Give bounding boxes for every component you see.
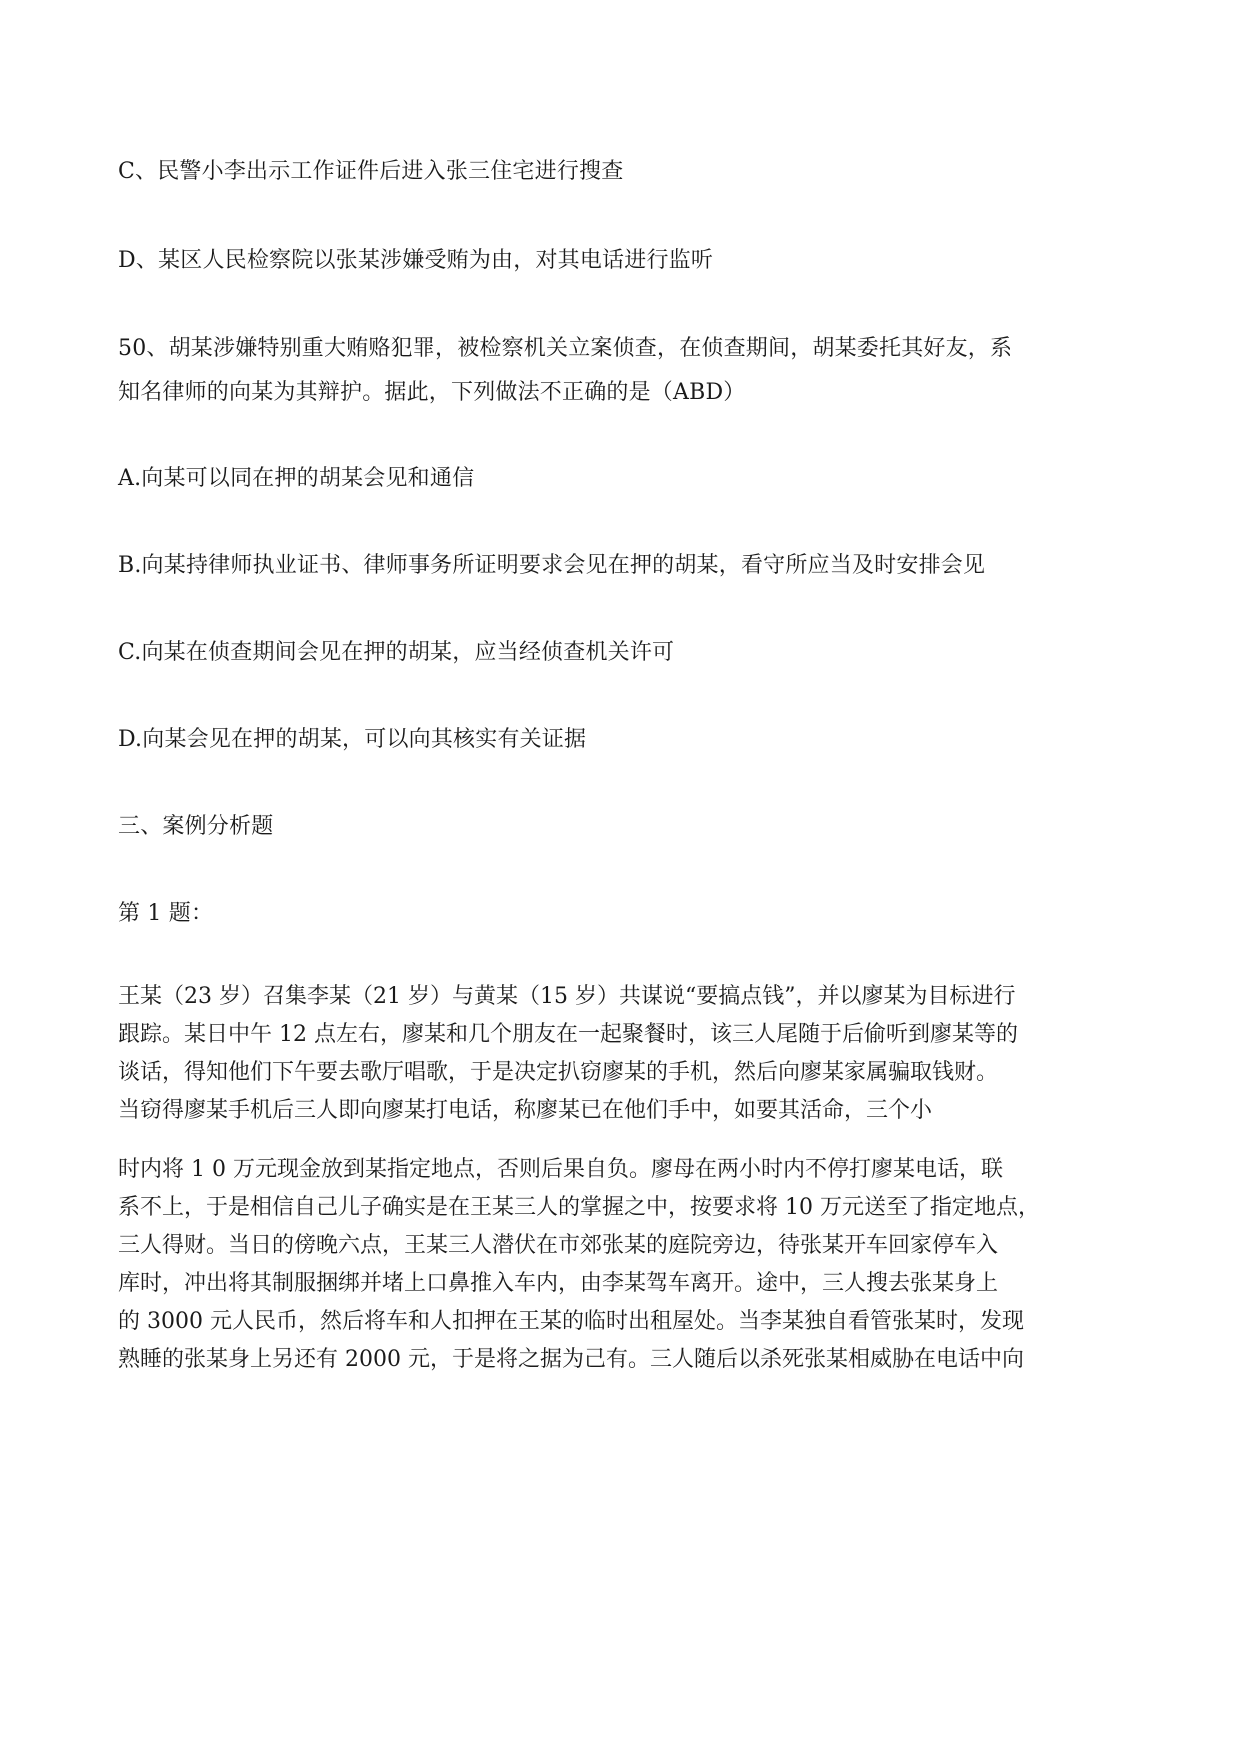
case-1-paragraph-2-line: 的 3000 元人民币，然后将车和人扣押在王某的临时出租屋处。当李某独自看管张某时，发现 — [118, 1309, 1024, 1334]
case-1-paragraph-1-line: 谈话，得知他们下午要去歌厅唱歌，于是决定扒窃廖某的手机，然后向廖某家属骗取钱财。 — [118, 1060, 999, 1085]
question-50-text-line-2: 知名律师的向某为其辩护。据此，下列做法不正确的是（ABD） — [118, 380, 746, 405]
question-50-option-b: B.向某持律师执业证书、律师事务所证明要求会见在押的胡某，看守所应当及时安排会见 — [118, 553, 986, 578]
case-1-paragraph-2-line: 熟睡的张某身上另还有 2000 元，于是将之据为己有。三人随后以杀死张某相威胁在电话中向 — [118, 1347, 1024, 1372]
case-1-paragraph-1 — [118, 978, 1128, 1130]
case-1-paragraph-1-line: 跟踪。某日中午 12 点左右，廖某和几个朋友在一起聚餐时，该三人尾随于后偷听到廖某等的 — [118, 1022, 1018, 1047]
option-d-previous-question: D、某区人民检察院以张某涉嫌受贿为由，对其电话进行监听 — [118, 248, 714, 273]
option-c-previous-question: C、民警小李出示工作证件后进入张三住宅进行搜查 — [118, 159, 624, 184]
case-1-paragraph-2-line: 时内将 1 0 万元现金放到某指定地点，否则后果自负。廖母在两小时内不停打廖某电话，联 — [118, 1157, 1003, 1182]
case-1-paragraph-1-line: 王某（23 岁）召集李某（21 岁）与黄某（15 岁）共谋说“要搞点钱”，并以廖某为目标进行 — [118, 984, 1016, 1009]
case-1-label: 第 1 题： — [118, 901, 214, 926]
case-1-paragraph-2-line: 系不上，于是相信自己儿子确实是在王某三人的掌握之中，按要求将 10 万元送至了指定地点， — [118, 1195, 1040, 1220]
section-3-heading: 三、案例分析题 — [118, 814, 274, 839]
case-1-paragraph-1-line: 当窃得廖某手机后三人即向廖某打电话，称廖某已在他们手中，如要其活命，三个小 — [118, 1098, 933, 1123]
case-1-paragraph-2-line: 库时，冲出将其制服捆绑并堵上口鼻推入车内，由李某驾车离开。途中，三人搜去张某身上 — [118, 1271, 999, 1296]
case-1-paragraph-2 — [118, 1151, 1128, 1379]
case-1-paragraph-2-line: 三人得财。当日的傍晚六点，王某三人潜伏在市郊张某的庭院旁边，待张某开车回家停车入 — [118, 1233, 999, 1258]
question-50-text-line-1: 50、胡某涉嫌特别重大贿赂犯罪，被检察机关立案侦查，在侦查期间，胡某委托其好友，系 — [118, 336, 1013, 361]
question-50-option-c: C.向某在侦查期间会见在押的胡某，应当经侦查机关许可 — [118, 640, 675, 665]
question-50-option-a: A.向某可以同在押的胡某会见和通信 — [118, 466, 475, 491]
question-50-option-d: D.向某会见在押的胡某，可以向其核实有关证据 — [118, 727, 587, 752]
